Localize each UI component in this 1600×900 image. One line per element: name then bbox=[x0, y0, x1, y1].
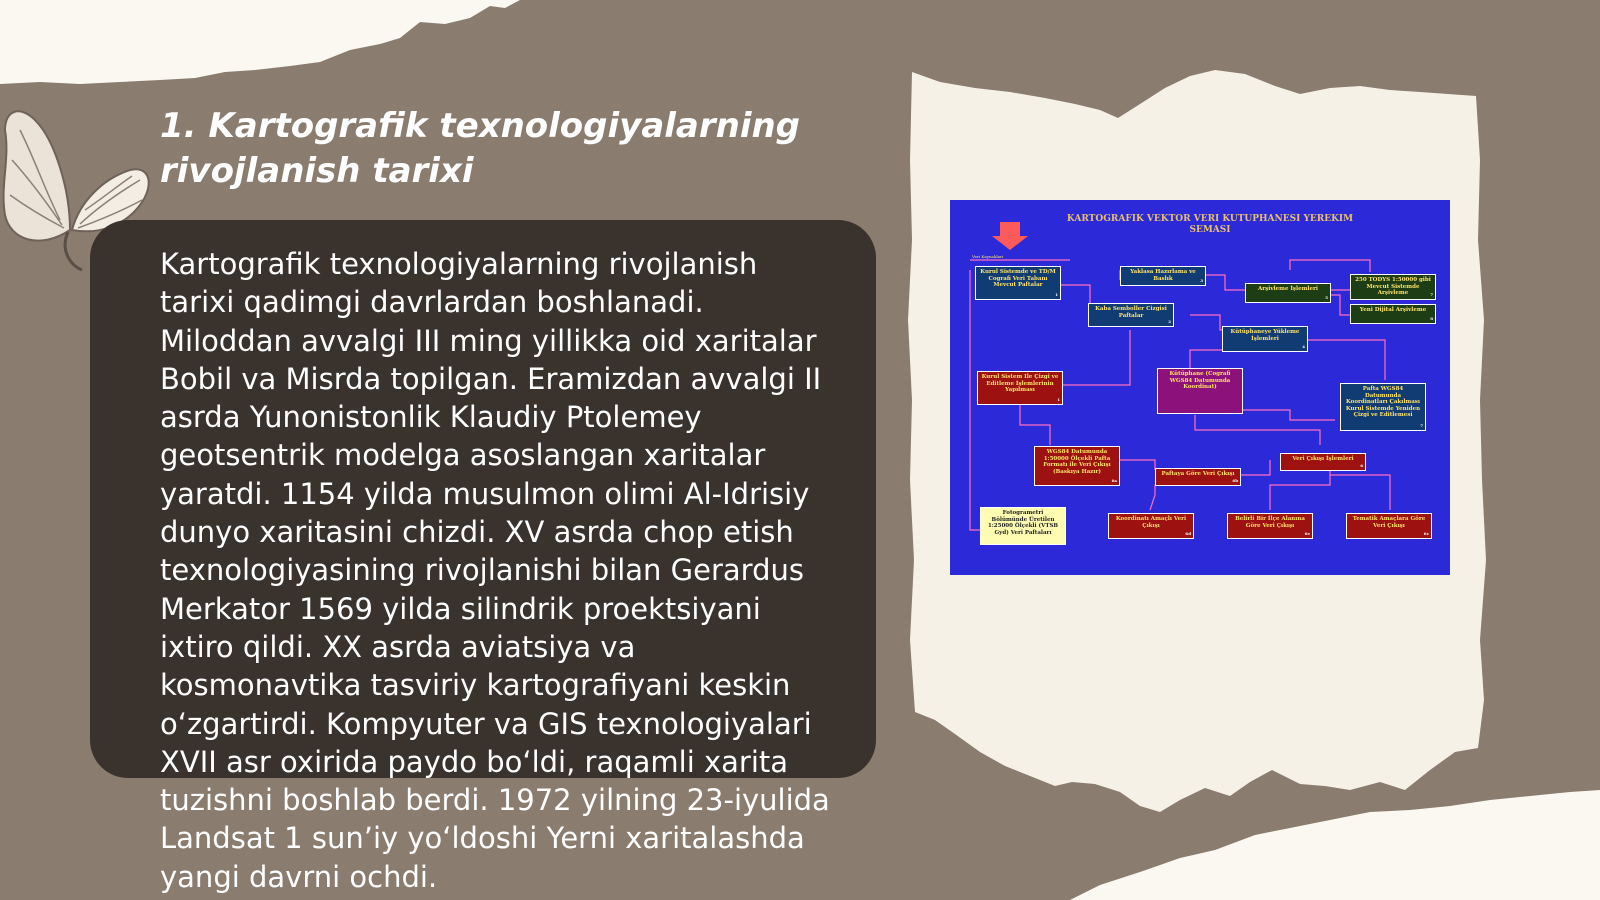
diagram-title: KARTOGRAFIK VEKTOR VERI KUTUPHANESI YEREKIM SEMASI bbox=[1066, 214, 1354, 235]
slide-title: 1. Kartografik texnologiyalarning rivojlanish tarixi bbox=[160, 106, 801, 191]
diagram-box: Pafta WGS84 Datumunda Koordinatları Çakılması Kurul Sistemde Yeniden Çizgi ve Editlemesi 7 bbox=[1340, 383, 1426, 431]
diagram-box: Veri Çıkışı İşlemleri 6 bbox=[1280, 453, 1366, 471]
slide-body-text: Kartografik texnologiyalarning rivojlanish tarixi qadimgi davrlardan boshlanadi. Miloddan avvalgi III ming yillikka oid xaritalar Bobil va Misrda topilgan. Eramizdan avvalgi II asrda Yunonistonlik Klaudiy Ptolemey geotsentrik modelga asoslangan xaritalar yaratdi. 1154 yilda musulmon olimi Al-Idrisiy dunyo xaritasini chizdi. XV asrda chop etish texnologiyasining rivojlanishi bilan Gerardus Merkator 1569 yilda silindrik proektsiyani ixtiro qildi. XX asrda aviatsiya va kosmonavtika tasviriy kartografiyani keskin o‘zgartirdi. Kompyuter va GIS texnologiyalari XVII asr oxirida paydo bo‘ldi, raqamli xarita tuzishni boshlab berdi. 1972 yilning 23-iyulida Landsat 1 sun’iy yo‘ldoshi Yerni xaritalashda yangi davrni ochdi. bbox=[160, 247, 830, 894]
diagram-box: Arşivleme İşlemleri 5 bbox=[1245, 283, 1331, 303]
arrow-down-icon bbox=[992, 222, 1028, 250]
flowchart-diagram bbox=[950, 200, 1450, 575]
diagram-box: WGS84 Datumunda 1:50000 Ölçekli Pafta Formatı ile Veri Çıkışı (Baskıya Hazır) 6a bbox=[1034, 446, 1120, 486]
diagram-header-note: Veri Kaynaklari bbox=[972, 254, 1004, 259]
diagram-box: Kütüphane (Cografi WGS84 Datumunda Koordinat) bbox=[1157, 368, 1243, 414]
diagram-box: Kütüphaneye Yükleme İşlemleri 4 bbox=[1222, 326, 1308, 352]
diagram-box: Yeni Dijital Arşivleme 8 bbox=[1350, 304, 1436, 324]
diagram-box: Koordinatı Amaçlı Veri Çıkışı 6d bbox=[1108, 513, 1194, 539]
diagram-box: Fotogrametri Bölümünde Üretilen 1:25000 Ölçekli (VTSB Gyd) Veri Paftaları bbox=[980, 507, 1066, 545]
diagram-box: Belirli Bir İlçe Alanına Göre Veri Çıkışı 6e bbox=[1227, 513, 1313, 539]
diagram-box: Tematik Amaçlara Göre Veri Çıkışı 6c bbox=[1346, 513, 1432, 539]
diagram-box: Paftaya Göre Veri Çıkışı 6b bbox=[1155, 468, 1241, 486]
diagram-box: Yaklasa Hazırlama ve Baslık 3 bbox=[1120, 266, 1206, 286]
diagram-box: Kurul Sistem Ile Çizgi ve Editleme İşlemlerinin Yapılması 1 bbox=[977, 371, 1063, 405]
diagram-box: 250 TODYS 1:50000 gibi Mevcut Sistemde Arşivleme 7 bbox=[1350, 274, 1436, 300]
diagram-box: Kaba Semboller Cizgisi Paftalar 2 bbox=[1088, 303, 1174, 327]
diagram-box: Kurul Sistemde ve TD/M Cografi Veri Tabanı Mevcut Paftalar 1 bbox=[975, 266, 1061, 300]
